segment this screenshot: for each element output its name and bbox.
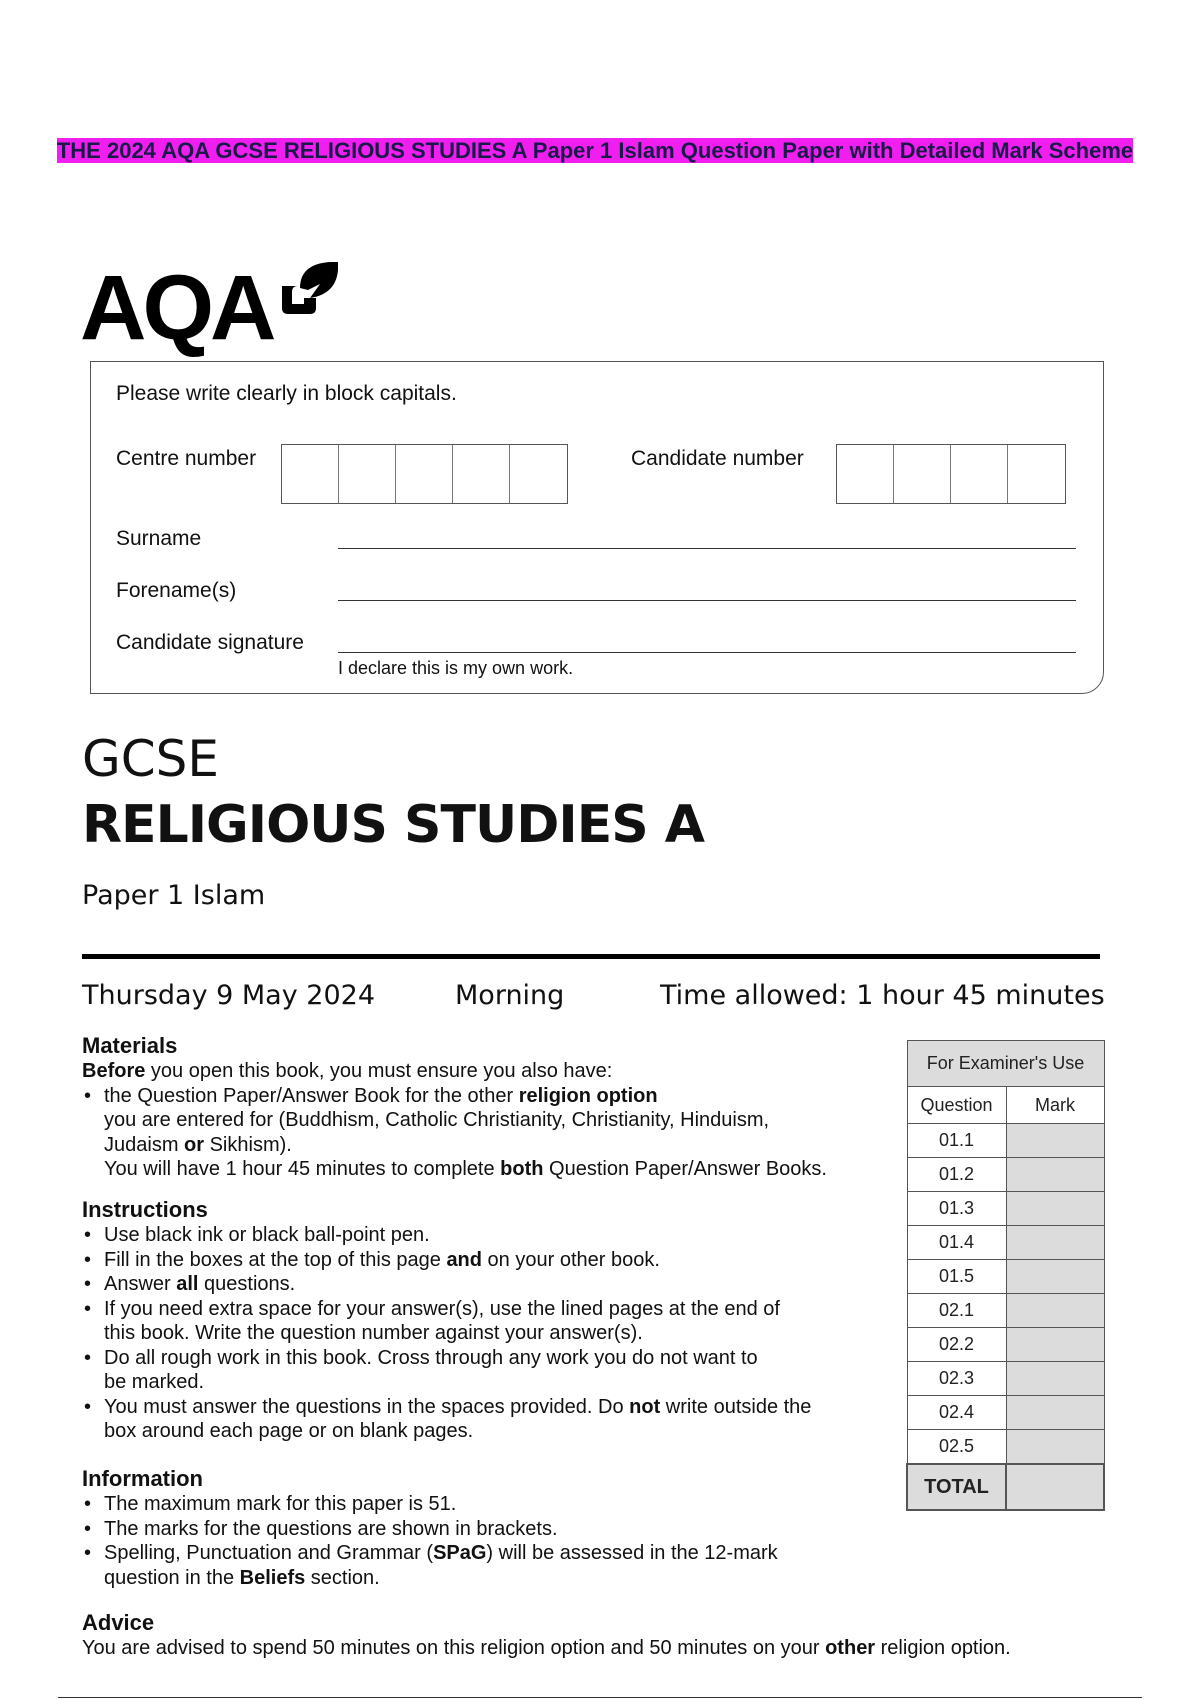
- centre-number-digit[interactable]: [282, 445, 339, 503]
- candidate-number-digit[interactable]: [837, 445, 894, 503]
- question-number: 02.3: [907, 1362, 1006, 1396]
- mark-cell: [1006, 1362, 1104, 1396]
- candidate-details-box: [90, 361, 1104, 694]
- mark-cell: [1006, 1294, 1104, 1328]
- centre-number-digit[interactable]: [396, 445, 453, 503]
- mark-cell: [1006, 1158, 1104, 1192]
- centre-number-digit[interactable]: [453, 445, 510, 503]
- subject-title: RELIGIOUS STUDIES A: [82, 795, 705, 855]
- question-number: 02.4: [907, 1396, 1006, 1430]
- instruction-item: • Fill in the boxes at the top of this page and on your other book.: [82, 1248, 882, 1273]
- materials-lead: Before you open this book, you must ensure you also have:: [82, 1060, 613, 1082]
- materials-item: • the Question Paper/Answer Book for the other religion option you are entered for (Buddhism, Catholic Christianity, Christianity, Hinduism, Judaism or Sikhism). You will have 1 hour 45 minutes to complete both Question Paper/Answer Books.: [82, 1084, 882, 1182]
- aqa-logo: [80, 258, 272, 358]
- question-number: 01.3: [907, 1192, 1006, 1226]
- banner-text: THE 2024 AQA GCSE RELIGIOUS STUDIES A Paper 1 Islam Question Paper with Detailed Mark Scheme: [56, 138, 1134, 163]
- instruction-item: • Do all rough work in this book. Cross through any work you do not want to be marked.: [82, 1346, 882, 1395]
- question-column-header: Question: [907, 1087, 1006, 1124]
- centre-number-field[interactable]: [281, 444, 568, 504]
- question-number: 01.4: [907, 1226, 1006, 1260]
- centre-number-label: Centre number: [116, 447, 257, 470]
- information-item: • Spelling, Punctuation and Grammar (SPaG) will be assessed in the 12-mark question in the Beliefs section.: [82, 1541, 882, 1590]
- page-bottom-rule: [58, 1697, 1142, 1698]
- candidate-number-field[interactable]: [836, 444, 1066, 504]
- question-number: 01.5: [907, 1260, 1006, 1294]
- signature-line[interactable]: [338, 652, 1076, 653]
- forenames-line[interactable]: [338, 600, 1076, 601]
- advice-text: You are advised to spend 50 minutes on this religion option and 50 minutes on your other religion option.: [82, 1637, 1011, 1659]
- information-section: [82, 1466, 882, 1590]
- mark-cell: [1006, 1226, 1104, 1260]
- materials-section: [82, 1033, 882, 1182]
- mark-cell: [1006, 1396, 1104, 1430]
- mark-cell: [1006, 1430, 1104, 1465]
- mark-cell: [1006, 1260, 1104, 1294]
- total-mark-cell: [1006, 1464, 1104, 1510]
- examiner-use-table: [906, 1040, 1105, 1511]
- information-item: • The marks for the questions are shown in brackets.: [82, 1517, 882, 1542]
- advice-heading: Advice: [82, 1610, 155, 1635]
- information-heading: Information: [82, 1466, 203, 1491]
- candidate-number-digit[interactable]: [951, 445, 1008, 503]
- mark-column-header: Mark: [1006, 1087, 1104, 1124]
- candidate-number-digit[interactable]: [894, 445, 951, 503]
- instruction-item: • You must answer the questions in the spaces provided. Do not write outside the box around each page or on blank pages.: [82, 1395, 882, 1444]
- question-number: 01.1: [907, 1124, 1006, 1158]
- instructions-heading: Instructions: [82, 1197, 208, 1222]
- centre-number-digit[interactable]: [339, 445, 396, 503]
- signature-label: Candidate signature: [116, 631, 304, 654]
- instruction-item: • Use black ink or black ball-point pen.: [82, 1223, 882, 1248]
- document-banner-title: [40, 137, 1150, 165]
- candidate-number-label: Candidate number: [631, 447, 804, 470]
- surname-label: Surname: [116, 527, 202, 550]
- question-number: 01.2: [907, 1158, 1006, 1192]
- candidate-number-digit[interactable]: [1008, 445, 1065, 503]
- exam-session: Morning: [455, 980, 565, 1011]
- examiner-table-header: For Examiner's Use: [907, 1041, 1104, 1087]
- title-divider: [82, 954, 1100, 959]
- paper-title: Paper 1 Islam: [82, 880, 266, 911]
- question-number: 02.2: [907, 1328, 1006, 1362]
- forenames-label: Forename(s): [116, 579, 237, 602]
- information-item: • The maximum mark for this paper is 51.: [82, 1492, 882, 1517]
- mark-cell: [1006, 1192, 1104, 1226]
- time-allowed: Time allowed: 1 hour 45 minutes: [660, 980, 1105, 1011]
- mark-cell: [1006, 1124, 1104, 1158]
- centre-number-digit[interactable]: [510, 445, 567, 503]
- qualification-title: GCSE: [82, 730, 219, 788]
- instruction-item: • If you need extra space for your answer(s), use the lined pages at the end of this book. Write the question number against your answer(s).: [82, 1297, 882, 1346]
- instructions-section: [82, 1197, 882, 1444]
- mark-cell: [1006, 1328, 1104, 1362]
- logo-text: AQA: [80, 257, 273, 359]
- exam-date: Thursday 9 May 2024: [82, 980, 376, 1011]
- total-label: TOTAL: [907, 1464, 1006, 1510]
- question-number: 02.1: [907, 1294, 1006, 1328]
- declaration-text: I declare this is my own work.: [338, 658, 574, 678]
- surname-line[interactable]: [338, 548, 1076, 549]
- materials-heading: Materials: [82, 1033, 178, 1058]
- instruction-item: • Answer all questions.: [82, 1272, 882, 1297]
- question-number: 02.5: [907, 1430, 1006, 1465]
- logo-leaf-icon: [280, 258, 340, 318]
- advice-section: [82, 1610, 1132, 1661]
- block-capitals-instruction: Please write clearly in block capitals.: [116, 382, 457, 405]
